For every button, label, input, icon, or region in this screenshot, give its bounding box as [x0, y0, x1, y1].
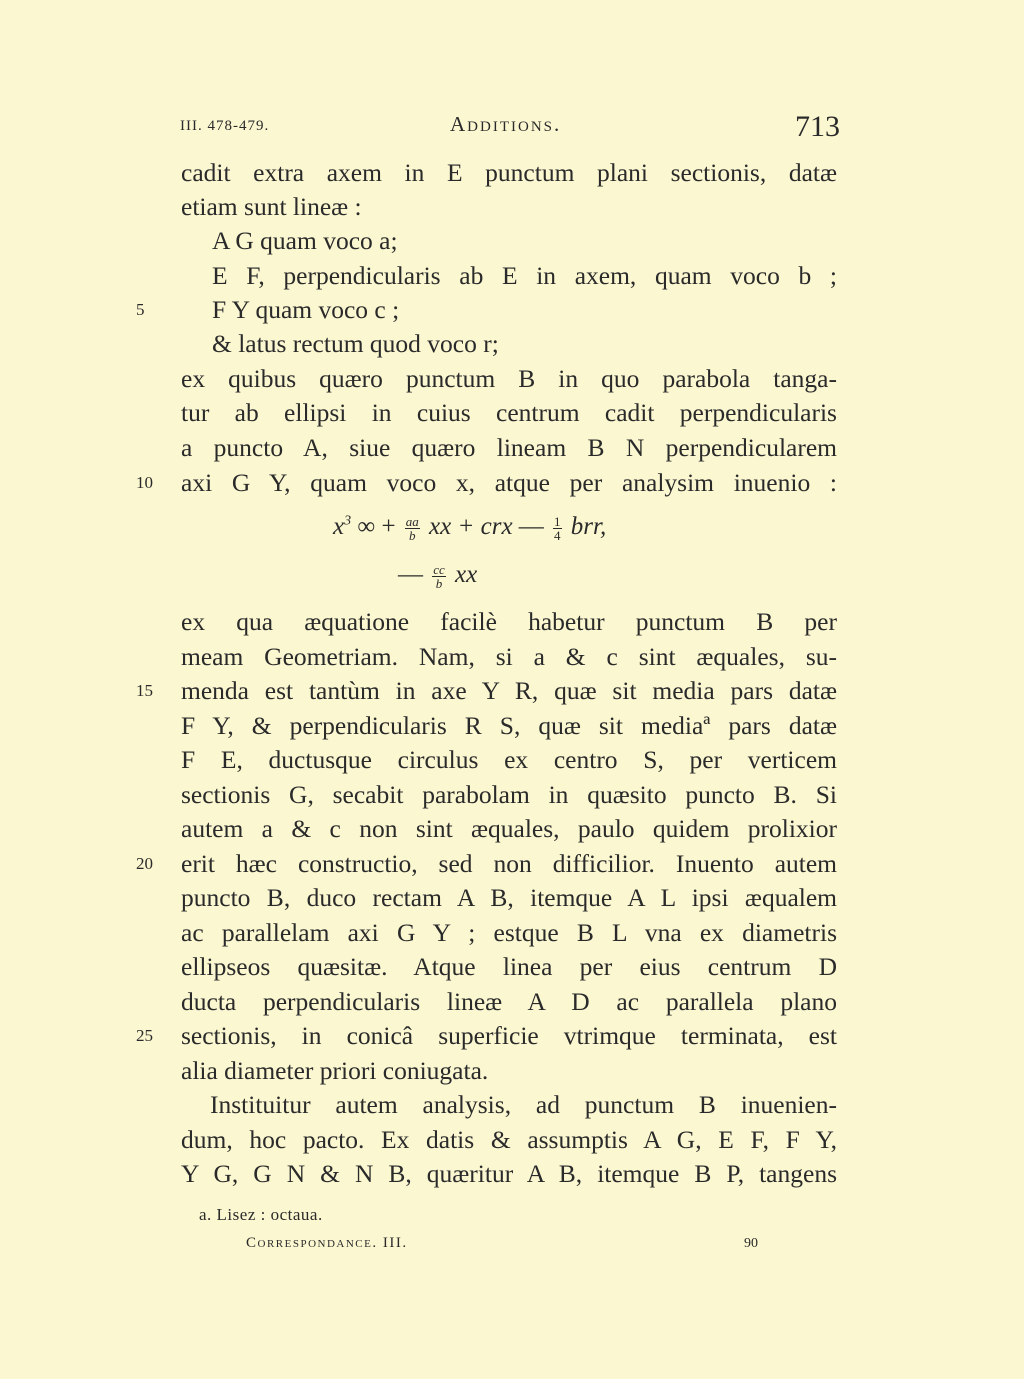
- equation-line-1: [333, 513, 606, 542]
- text-line: ac parallelam axi G Y ; estque B L vna ex diametris: [181, 918, 837, 947]
- text-line: meam Geometriam. Nam, si a & c sint æquales, su-: [181, 642, 837, 671]
- text-line: ducta perpendicularis lineæ A D ac parallela plano: [181, 987, 837, 1016]
- text-line: autem a & c non sint æquales, paulo quidem prolixior: [181, 814, 837, 843]
- text-line: A G quam voco a;: [212, 226, 398, 255]
- line-number: 25: [136, 1026, 153, 1045]
- text-line: ex quibus quæro punctum B in quo parabola tanga-: [181, 364, 837, 393]
- eq-numerator: 1: [554, 513, 561, 529]
- text-line: F Y, & perpendicularis R S, quæ sit mediaª pars datæ: [181, 711, 837, 740]
- text-line: ex qua æquatione facilè habetur punctum B per: [181, 607, 837, 636]
- text-line: etiam sunt lineæ :: [181, 192, 362, 221]
- eq-term: + crx: [457, 513, 513, 540]
- eq-fraction: [553, 515, 562, 542]
- eq-term: brr,: [570, 513, 607, 540]
- text-line: Instituitur autem analysis, ad punctum B inuenien-: [210, 1090, 837, 1119]
- text-line: & latus rectum quod voco r;: [212, 329, 499, 358]
- text-line: E F, perpendicularis ab E in axem, quam voco b ;: [212, 261, 837, 290]
- eq-sign: —: [398, 561, 423, 588]
- text-line: tur ab ellipsi in cuius centrum cadit perpendicularis: [181, 398, 837, 427]
- line-number: 20: [136, 854, 153, 873]
- text-line: dum, hoc pacto. Ex datis & assumptis A G, E F, F Y,: [181, 1125, 837, 1154]
- eq-numerator: cc: [433, 561, 445, 577]
- text-line: a puncto A, siue quæro lineam B N perpendicularem: [181, 433, 837, 462]
- text-line: puncto B, duco rectam A B, itemque A L ipsi æqualem: [181, 883, 837, 912]
- eq-numerator: aa: [405, 513, 419, 529]
- eq-relation: ∞: [357, 513, 376, 540]
- line-number: 5: [136, 300, 145, 319]
- text-line: sectionis, in conicâ superficie vtrimque terminata, est: [181, 1021, 837, 1050]
- footnote: a. Lisez : octaua.: [199, 1205, 323, 1224]
- text-line: erit hæc constructio, sed non difficilior. Inuento autem: [181, 849, 837, 878]
- sheet-number: 90: [744, 1236, 758, 1251]
- eq-denominator: b: [435, 575, 443, 591]
- text-line: cadit extra axem in E punctum plani sectionis, datæ: [181, 158, 837, 187]
- eq-sign: —: [518, 513, 544, 540]
- volume-reference: III. 478-479.: [180, 118, 270, 134]
- eq-fraction: [405, 515, 420, 542]
- text-line: sectionis G, secabit parabolam in quæsito puncto B. Si: [181, 780, 837, 809]
- text-line: ellipseos quæsitæ. Atque linea per eius centrum D: [181, 952, 837, 981]
- eq-denominator: b: [409, 527, 416, 543]
- signature-mark: Correspondance. III.: [246, 1235, 408, 1251]
- text-line: F E, ductusque circulus ex centro S, per verticem: [181, 745, 837, 774]
- eq-sign: +: [381, 513, 396, 540]
- eq-lhs-exponent: 3: [344, 513, 352, 529]
- text-line: F Y quam voco c ;: [212, 295, 400, 324]
- text-line: Y G, G N & N B, quæritur A B, itemque B P, tangens: [181, 1159, 837, 1188]
- line-number: 15: [136, 681, 153, 700]
- line-number: 10: [136, 473, 153, 492]
- text-line: axi G Y, quam voco x, atque per analysim inuenio :: [181, 468, 837, 497]
- text-line: menda est tantùm in axe Y R, quæ sit media pars datæ: [181, 676, 837, 705]
- equation-line-2: [398, 561, 477, 590]
- running-title: Additions.: [450, 112, 562, 136]
- eq-lhs: x: [333, 513, 345, 540]
- eq-fraction: [432, 563, 446, 590]
- eq-term: xx: [455, 561, 478, 588]
- eq-term: xx: [429, 513, 452, 540]
- page-number: 713: [795, 110, 840, 143]
- text-line: alia diameter priori coniugata.: [181, 1056, 489, 1085]
- page-header: [180, 112, 840, 142]
- eq-denominator: 4: [554, 527, 561, 543]
